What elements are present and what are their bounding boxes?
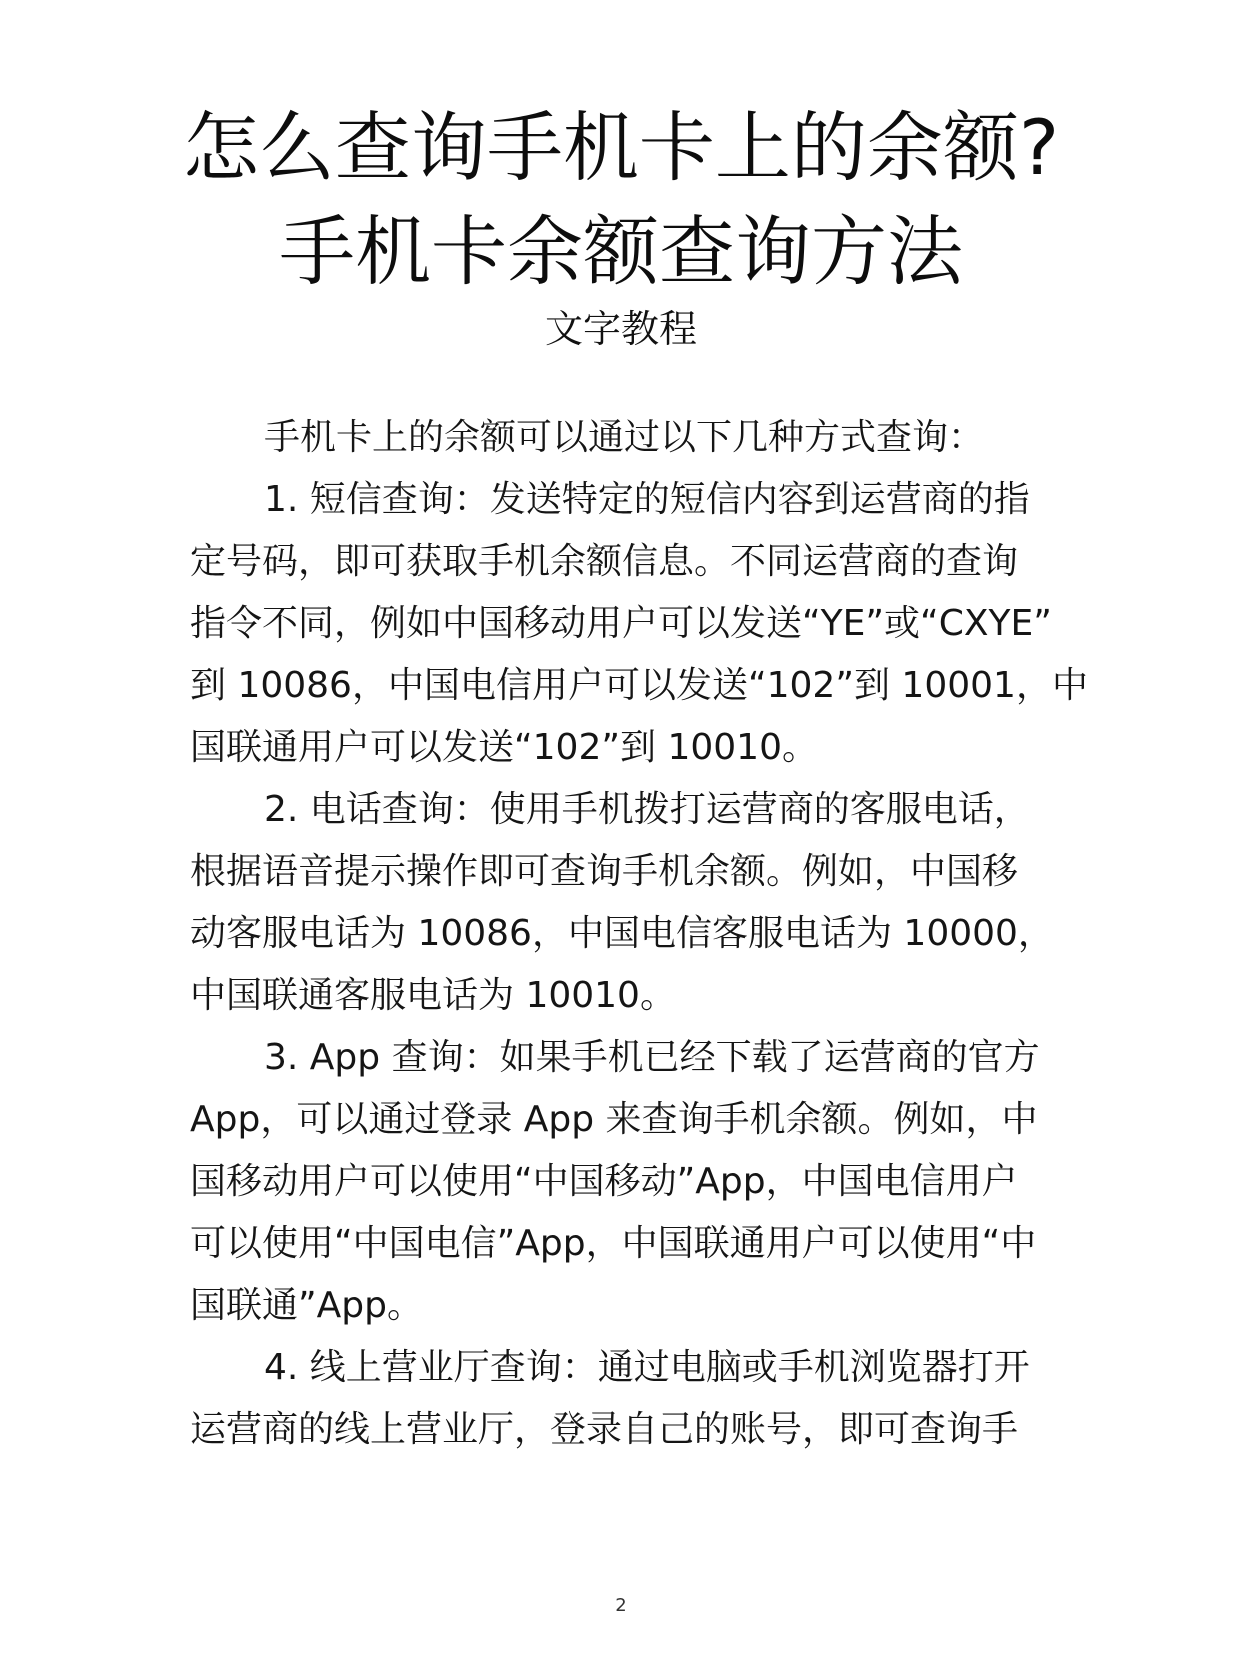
body-line: 国联通”App。 (190, 1285, 423, 1326)
body-line-item-2: 2. 电话查询：使用手机拨打运营商的客服电话， (264, 789, 1030, 830)
body-line-item-4: 4. 线上营业厅查询：通过电脑或手机浏览器打开 (264, 1347, 1030, 1388)
body-line: 运营商的线上营业厅，登录自己的账号，即可查询手 (190, 1409, 1019, 1450)
body-line: 国移动用户可以使用“中国移动”App，中国电信用户 (190, 1161, 1018, 1202)
page-number: 2 (615, 1595, 627, 1616)
body-line-item-1: 1. 短信查询：发送特定的短信内容到运营商的指 (264, 479, 1030, 520)
body-line-intro: 手机卡上的余额可以通过以下几种方式查询： (264, 417, 985, 458)
title-line-2: 手机卡余额查询方法 (279, 207, 963, 296)
body-line: 动客服电话为 10086，中国电信客服电话为 10000， (190, 913, 1054, 954)
body-line: 中国联通客服电话为 10010。 (190, 975, 676, 1016)
body-line: App，可以通过登录 App 来查询手机余额。例如，中 (190, 1099, 1038, 1140)
body-line: 定号码，即可获取手机余额信息。不同运营商的查询 (190, 541, 1019, 582)
body-line: 可以使用“中国电信”App，中国联通用户可以使用“中 (190, 1223, 1037, 1264)
subtitle: 文字教程 (544, 307, 697, 351)
body-line-item-3: 3. App 查询：如果手机已经下载了运营商的官方 (264, 1037, 1040, 1078)
body-line: 指令不同，例如中国移动用户可以发送“YE”或“CXYE” (190, 603, 1052, 644)
title-line-1: 怎么查询手机卡上的余额? (182, 103, 1060, 192)
body-line: 国联通用户可以发送“102”到 10010。 (190, 727, 818, 768)
body-line: 根据语音提示操作即可查询手机余额。例如，中国移 (190, 851, 1019, 892)
body-line: 到 10086，中国电信用户可以发送“102”到 10001，中 (190, 665, 1088, 706)
